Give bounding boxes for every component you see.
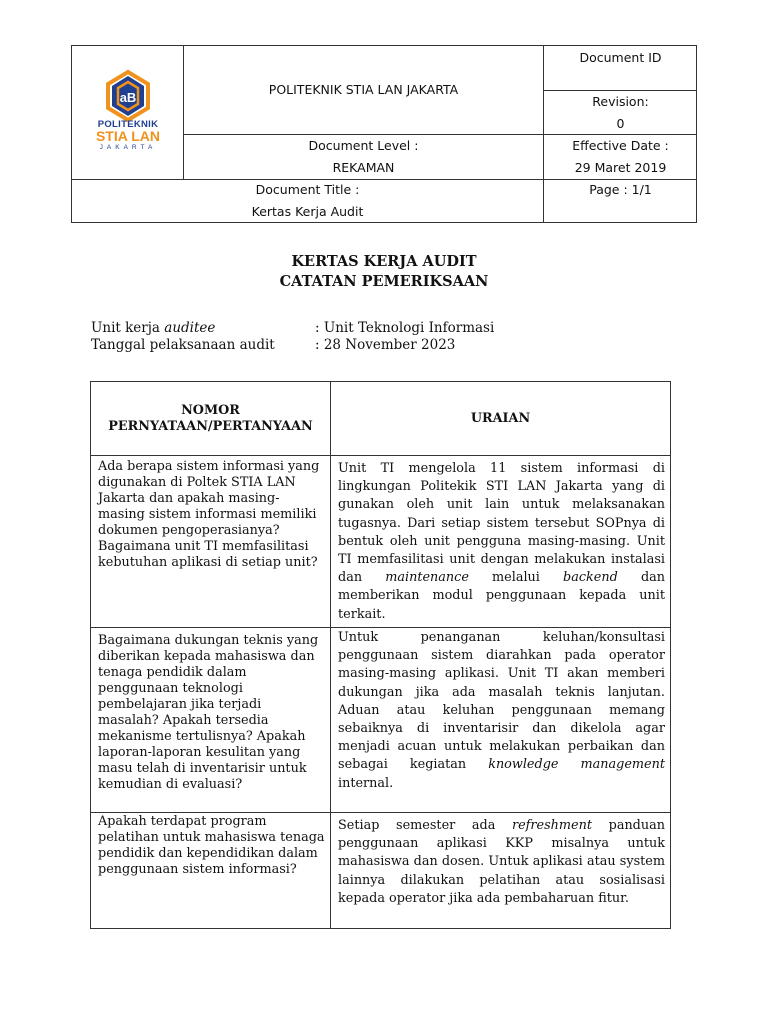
answer-italic-text: refreshment: [511, 818, 592, 833]
answer-text: internal.: [338, 775, 394, 791]
auditee-unit-value: : Unit Teknologi Informasi: [315, 320, 495, 336]
document-id-cell: [544, 47, 697, 69]
answer-text: Untuk penanganan keluhan/konsultasi penggunaan sistem diarahkan pada operator masing-masing aplikasi. Unit TI akan memberi dukungan jika ada masalah teknis lanjutan. Aduan atau keluhan penggunaan memang sebaiknya di inventarisir dan dikelola agar menjadi acuan untuk melakukan perbaikan dan sebagai kegiatan: [338, 630, 665, 773]
page-number-cell: [544, 180, 697, 200]
logo-text-politeknik: POLITEKNIK: [97, 119, 159, 130]
logo-text-jakarta: JAKARTA: [99, 144, 157, 151]
auditee-unit-label-prefix: Unit kerja: [91, 320, 165, 336]
page-number: Page : 1/1: [589, 182, 652, 197]
document-title-value: Kertas Kerja Audit: [251, 204, 364, 219]
hexagon-logo-icon: [72, 46, 184, 126]
revision-label: Revision:: [592, 93, 649, 109]
answer-text: Setiap semester ada: [338, 818, 512, 833]
table-row-1-question: Ada berapa sistem informasi yang digunakan di Poltek STIA LAN Jakarta dan apakah masing-masing sistem informasi memiliki dokumen pengoperasianya? Bagaimana unit TI memfasilitasi kebutuhan aplikasi di setiap unit?: [98, 459, 320, 570]
effective-date-label: Effective Date :: [572, 138, 669, 153]
logo-text-stia-lan: STIA LAN: [95, 128, 161, 144]
auditee-unit-label: [91, 320, 215, 336]
answer-italic-text: maintenance: [385, 570, 469, 586]
divider: [91, 455, 670, 456]
divider: [330, 382, 331, 928]
document-title-cell: [72, 180, 543, 222]
effective-date-value: 29 Maret 2019: [574, 160, 667, 175]
table-header-question-line2: PERNYATAAN/PERTANYAAN: [108, 418, 313, 434]
document-level-value: REKAMAN: [332, 160, 395, 175]
document-header: [71, 45, 697, 223]
table-header-description-label: URAIAN: [470, 410, 531, 426]
svg-text:aB: aB: [119, 90, 137, 105]
audit-date-label: Tanggal pelaksanaan audit: [91, 337, 275, 353]
auditee-unit-label-italic: auditee: [164, 320, 216, 336]
document-id-label: Document ID: [579, 50, 662, 65]
table-row-2-question: Bagaimana dukungan teknis yang diberikan kepada mahasiswa dan tenaga pendidik dalam penggunaan teknologi pembelajaran jika terjadi masalah? Apakah tersedia mekanisme tertulisnya? Apakah laporan-laporan kesulitan yang masu telah di inventarisir untuk kemudian di evaluasi?: [98, 633, 319, 792]
document-level-cell: [184, 135, 543, 179]
page-subtitle: CATATAN PEMERIKSAAN: [279, 273, 489, 290]
effective-date-cell: [544, 135, 697, 179]
table-header-description: [331, 382, 670, 455]
audit-table: [90, 381, 671, 929]
revision-cell: [544, 91, 697, 134]
document-level-label: Document Level :: [308, 138, 419, 153]
institution-name: POLITEKNIK STIA LAN JAKARTA: [268, 82, 459, 97]
answer-text: dan memberikan modul penggunaan kepada unit terkait.: [338, 570, 666, 622]
divider: [91, 812, 670, 813]
answer-text: Unit TI mengelola 11 sistem informasi di lingkungan Politekik STI LAN Jakarta yang di gunakan oleh unit lain untuk melaksanakan tugasnya. Dari setiap sistem tersebut SOPnya di bentuk oleh unit pengguna masing-masing. Unit TI memfasilitasi unit dengan melakukan instalasi dan: [338, 461, 665, 586]
document-title-label: Document Title :: [255, 182, 360, 197]
page-title: KERTAS KERJA AUDIT: [291, 253, 477, 270]
table-header-question: [91, 382, 330, 455]
table-row-2-answer: [338, 629, 665, 793]
table-row-1-answer: [338, 460, 665, 624]
answer-italic-text: backend: [563, 570, 618, 586]
answer-text: melalui: [468, 570, 564, 586]
institution-logo: [72, 46, 184, 179]
table-row-3-question: Apakah terdapat program pelatihan untuk mahasiswa tenaga pendidik dan kependidikan dalam penggunaan sistem informasi?: [98, 814, 325, 877]
audit-date-value: : 28 November 2023: [315, 337, 456, 353]
divider: [91, 627, 670, 628]
table-row-3-answer: [338, 817, 665, 908]
answer-text: panduan penggunaan aplikasi KKP misalnya untuk mahasiswa dan dosen. Untuk aplikasi atau system lainnya dilakukan pelatihan atau sosialisasi kepada operator jika ada pembaharuan fitur.: [338, 818, 665, 906]
table-header-question-line1: NOMOR: [181, 402, 240, 418]
revision-value: 0: [616, 115, 625, 131]
answer-italic-text: knowledge management: [488, 757, 665, 773]
institution-name-cell: [184, 46, 543, 134]
